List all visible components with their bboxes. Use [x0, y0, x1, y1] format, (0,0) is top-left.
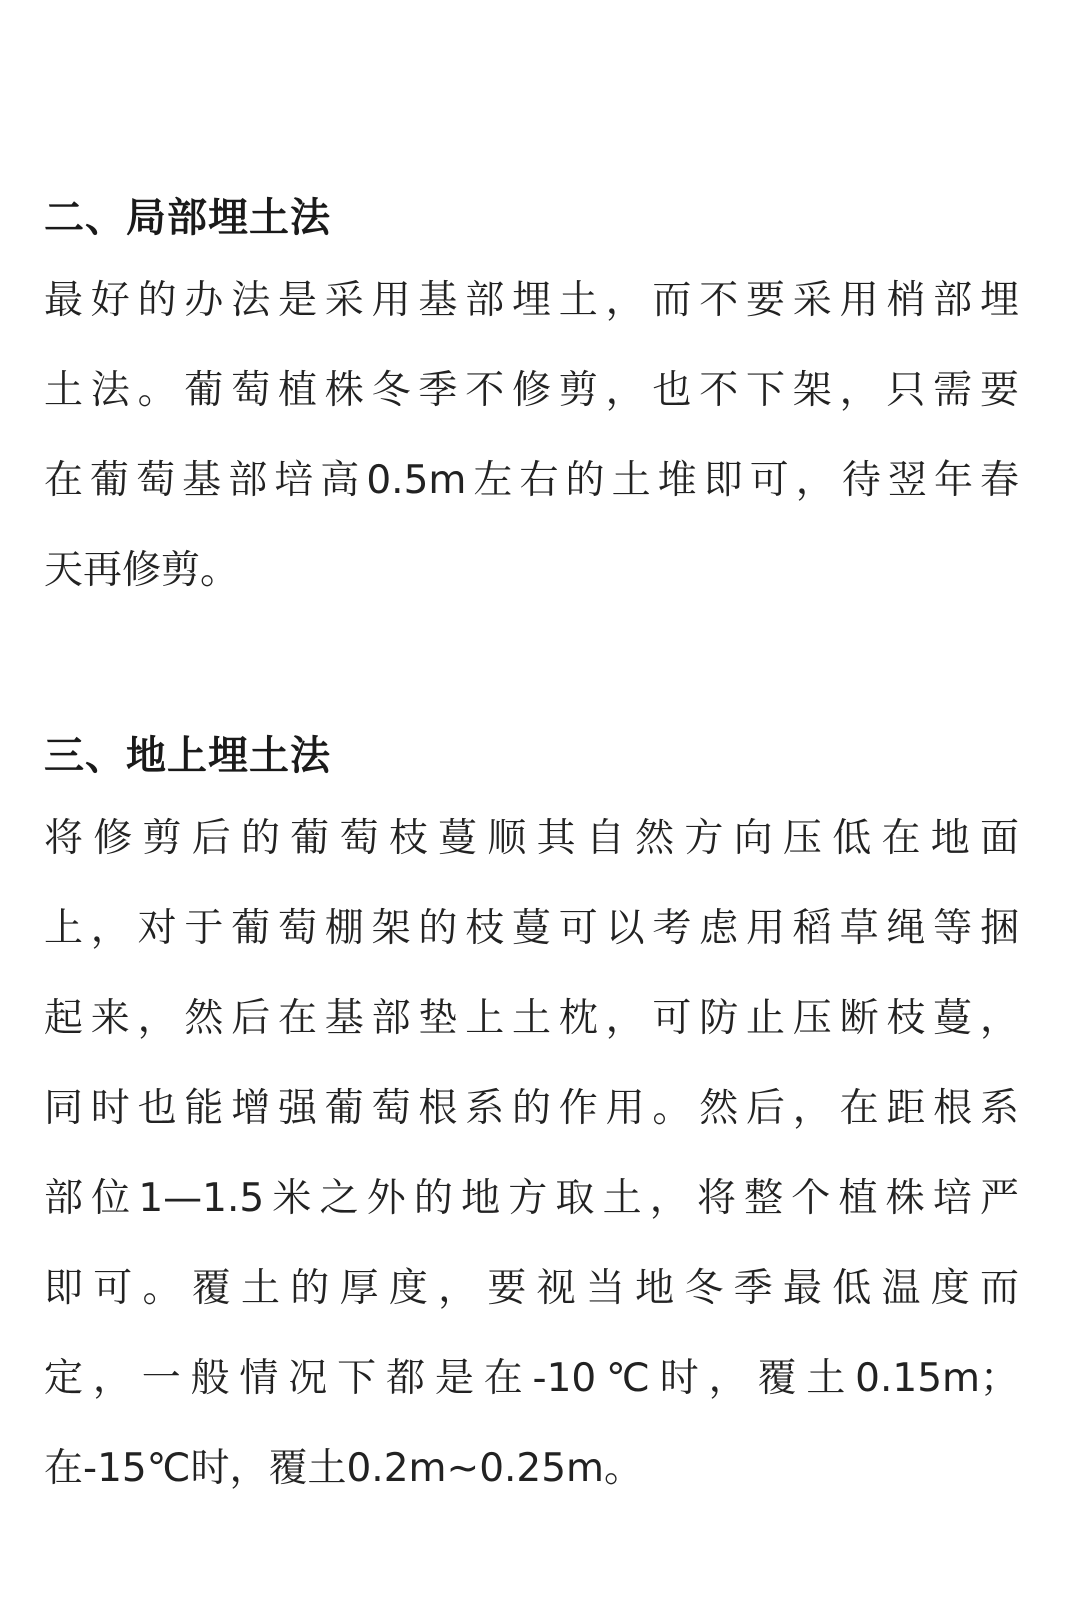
- section-heading: 二、局部埋土法: [44, 195, 331, 241]
- paragraph-line: 在-15℃时，覆土0.2m~0.25m。: [44, 1446, 644, 1491]
- paragraph-line: 在葡萄基部培高0.5m左右的土堆即可，待翌年春: [44, 458, 1019, 503]
- section-partial-burial: [44, 190, 1019, 616]
- section-heading: 三、地上埋土法: [44, 733, 331, 779]
- paragraph-line: 同时也能增强葡萄根系的作用。然后，在距根系: [44, 1086, 1019, 1131]
- paragraph-line: 定，一般情况下都是在-10℃时，覆土0.15m；: [44, 1356, 1019, 1401]
- paragraph-line: 最好的办法是采用基部埋土，而不要采用梢部埋: [44, 278, 1019, 323]
- paragraph-line: 部位1—1.5米之外的地方取土，将整个植株培严: [44, 1176, 1019, 1221]
- section-paragraph: [44, 256, 1019, 616]
- paragraph-line: 即可。覆土的厚度，要视当地冬季最低温度而: [44, 1266, 1019, 1311]
- paragraph-line: 起来，然后在基部垫上土枕，可防止压断枝蔓，: [44, 996, 1019, 1041]
- paragraph-line: 将修剪后的葡萄枝蔓顺其自然方向压低在地面: [44, 816, 1019, 861]
- section-ground-burial: [44, 728, 1019, 1514]
- paragraph-line: 天再修剪。: [44, 548, 240, 593]
- paragraph-line: 土法。葡萄植株冬季不修剪，也不下架，只需要: [44, 368, 1019, 413]
- paragraph-line: 上，对于葡萄棚架的枝蔓可以考虑用稻草绳等捆: [44, 906, 1019, 951]
- section-paragraph: [44, 794, 1019, 1514]
